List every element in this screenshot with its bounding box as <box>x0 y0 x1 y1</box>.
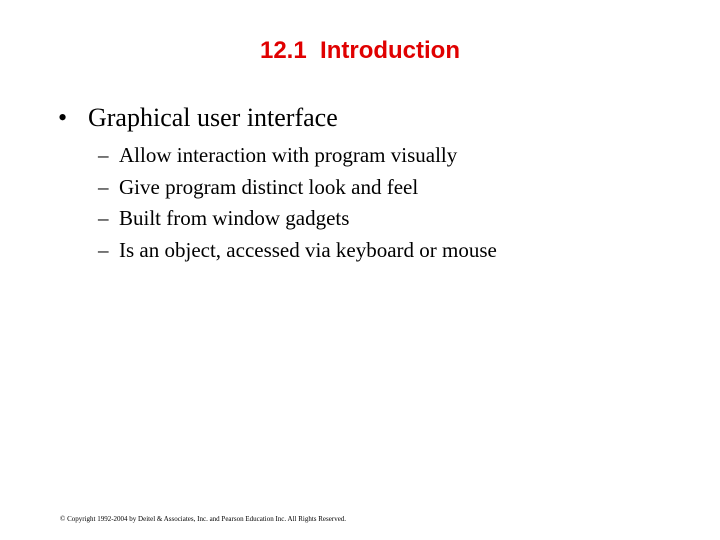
sub-bullet-item <box>98 203 497 235</box>
sub-bullet-text: Built from window gadgets <box>119 206 350 230</box>
copyright-footer: © Copyright 1992-2004 by Deitel & Associates, Inc. and Pearson Education Inc. All Rights Reserved. <box>60 515 347 523</box>
sub-bullet-text: Is an object, accessed via keyboard or mouse <box>119 237 497 262</box>
sub-bullet-text: Allow interaction with program visually <box>119 143 458 167</box>
bullet-marker: • <box>58 103 68 132</box>
sub-bullet-item <box>98 140 497 172</box>
dash-marker: – <box>98 143 109 167</box>
sub-bullet-list <box>98 140 497 266</box>
slide-title: 12.1 Introduction <box>259 37 460 64</box>
sub-bullet-item <box>98 235 497 267</box>
main-bullet-text: Graphical user interface <box>88 103 338 132</box>
dash-marker: – <box>98 174 109 199</box>
sub-bullet-item <box>98 172 497 204</box>
main-bullet <box>58 102 338 134</box>
dash-marker: – <box>98 206 109 230</box>
dash-marker: – <box>98 237 109 262</box>
sub-bullet-text: Give program distinct look and feel <box>119 174 419 199</box>
